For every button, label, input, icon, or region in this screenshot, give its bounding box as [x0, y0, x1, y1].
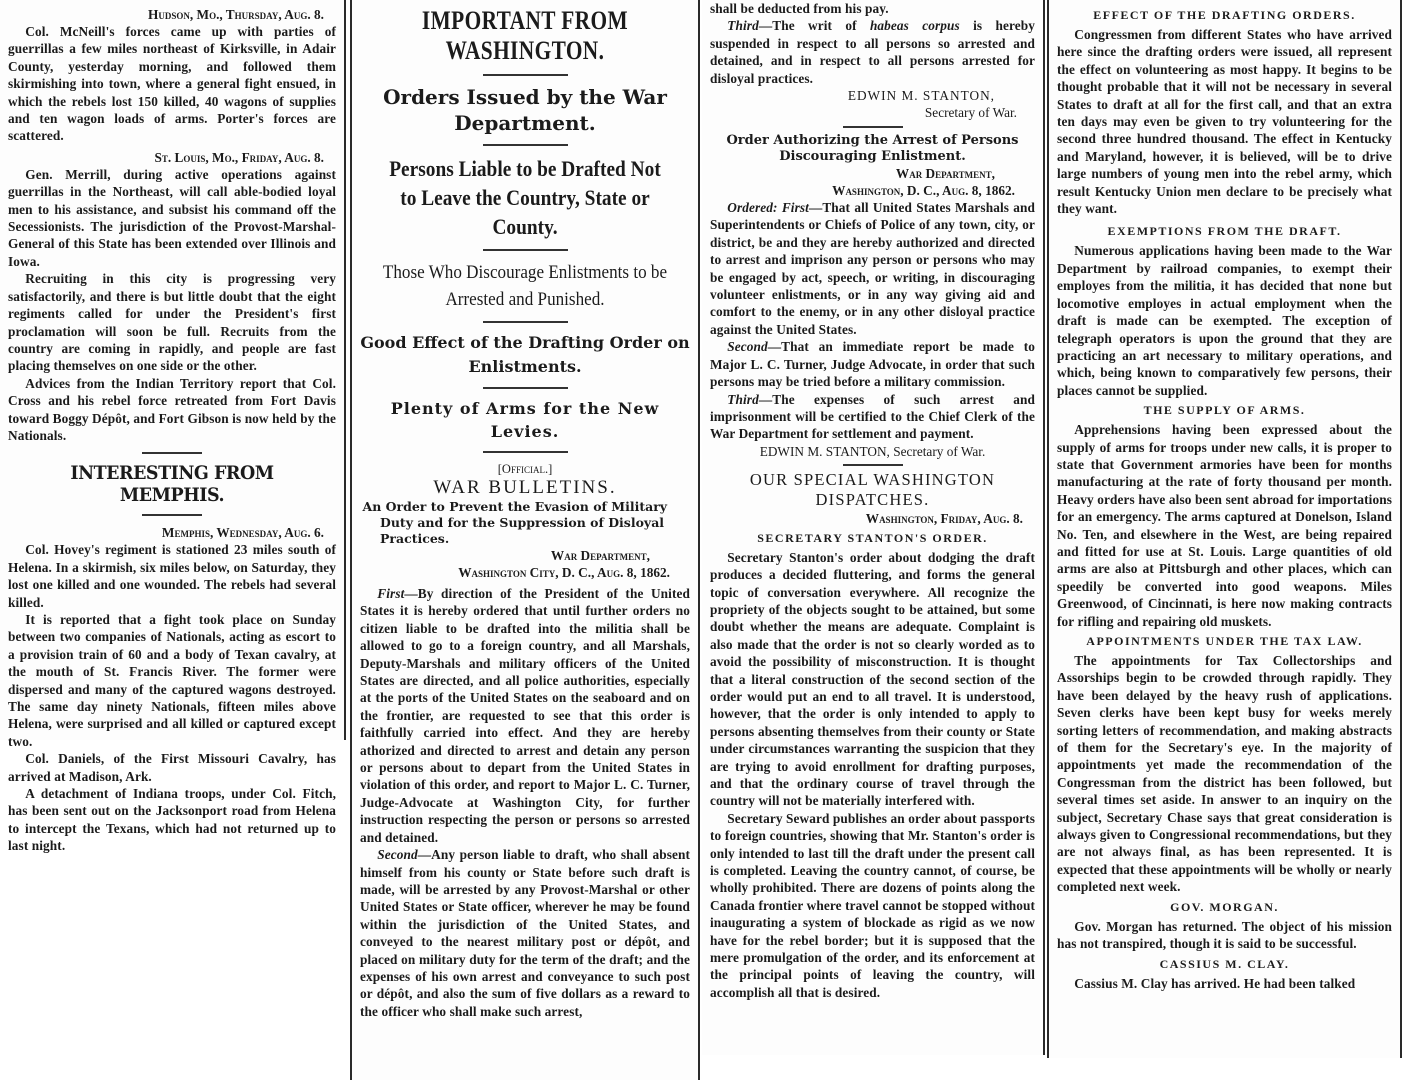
- second-label: Second: [727, 339, 768, 355]
- order2-third-body: —The expenses of such arrest and imprisonment will be certified to the Chief Clerk of the War Department for settlement and payment.: [710, 391, 1035, 442]
- signature-title: Secretary of War.: [924, 105, 1017, 121]
- third-label: Third: [727, 391, 759, 407]
- order-first-paragraph: [360, 585, 690, 846]
- subhead-exemptions: EXEMPTIONS FROM THE DRAFT.: [1107, 224, 1342, 239]
- third-body-pre: —The writ of: [758, 18, 870, 34]
- deck-discourage-enlistments: Those Who Discourage Enlistments to be Arrested and Punished.: [382, 262, 668, 310]
- habeas-corpus: habeas corpus: [869, 18, 960, 34]
- second-body: —Any person liable to draft, who shall absent himself from his county or State before such draft is made, will be arrested by any Provost-Marshal or other United States or State officer, wherever he may be found within the jurisdiction of the United States, and conveyed to the nearest military post or dépôt, and placed on military duty for the term of the draft; and the expenses of his own arrest and conveyance to such post or dépôt, and also the sum of five dollars as a reward to the officer who shall make such arrest,: [360, 847, 690, 1019]
- article-paragraph: Recruiting in this city is progressing very satisfactorily, and there is but little doubt that the eight regiments called for under the President's first proclamation will soon be full. Recruits from the country are coming in rapidly, and people are fast placing themselves on one side or the other.: [8, 271, 336, 374]
- article-paragraph: Col. Daniels, of the First Missouri Cavalry, has arrived at Madison, Ark.: [8, 751, 336, 784]
- article-paragraph: Gov. Morgan has returned. The object of his mission has not transpired, though it is said to be successful.: [1057, 918, 1392, 952]
- signature-name: EDWIN M. STANTON,: [847, 88, 995, 104]
- order2-title: Order Authorizing the Arrest of Persons Discouraging Enlistment.: [726, 133, 1019, 165]
- divider: [483, 387, 568, 389]
- article-paragraph: Apprehensions having been expressed about the supply of arms for troops under new calls, it is proper to state that Government armories have been for months manufacturing at the rate of forty thousand per month. Heavy orders have also been sent abroad for importations for an emergency. The arms captured at Donelson, Island No. Ten, and elsewhere in the West, are being repaired and fitted for use at St. Louis. Large quantities of old arms are also at Pittsburgh and other places, which can speedily be converted into good weapons. Miles Greenwood, of Cincinnati, is here now making contracts for rifling and repairing old muskets.: [1057, 422, 1392, 629]
- column-1: [0, 0, 346, 854]
- article-paragraph: Numerous applications having been made to the War Department by railroad companies, to exempt their employes from the militia, it has decided that none but locomotive employes in actual employment when the draft is made can be exempted. The exception of telegraph operators is upon the ground that they are practicing an art necessary to military operations, and which, being known to comparatively few persons, their places cannot be supplied.: [1057, 243, 1392, 398]
- article-paragraph: Secretary Seward publishes an order about passports to foreign countries, showing that Mr. Stanton's order is only intended to last till the draft under the present call is completed. Leaving the country cannot, of course, be wholly prohibited. There are dozens of points along the Canada frontier where travel cannot be stopped without inaugurating a system of blockade as rigid as we now have for the rebel border; but it is supposed that the mere promulgation of the order, and its enforcement at the principal points of leaving the country, will accomplish all that is desired.: [710, 810, 1035, 1000]
- order2-first-body: —That all United States Marshals and Superintendents or Chiefs of Police of any town, city, or district, be and they are hereby authorized and directed to arrest and imprison any person or persons who may be engaged by act, speech, or writing, in discouraging volunteer enlistments, or in any way giving aid and comfort to the enemy, or in any other disloyal practice against the United States.: [710, 200, 1036, 337]
- subhead-supply-of-arms: THE SUPPLY OF ARMS.: [1143, 403, 1306, 418]
- order2-dept-1: War Department,: [895, 166, 995, 182]
- stanton-order-subhead: SECRETARY STANTON'S ORDER.: [757, 530, 988, 545]
- subhead-tax-law: APPOINTMENTS UNDER THE TAX LAW.: [1086, 634, 1363, 648]
- order-title: An Order to Prevent the Evasion of Military Duty and for the Suppression of Disloyal Practices.: [362, 499, 668, 546]
- article-paragraph: It is reported that a fight took place on Sunday between two companies of Nationals, acting as escort to a provision train of 60 and a body of Texan cavalry, at the mouth of St. Francis River. The former were dispersed and many of the captured wagons destroyed. The same day ninety Nationals, fifteen miles above Helena, were surprised and all killed or captured except two.: [8, 611, 336, 749]
- article-paragraph: Col. Hovey's regiment is stationed 23 miles south of Helena. In a skirmish, six miles below, on Saturday, they lost one killed and one wounded. The rebels had several killed.: [8, 542, 336, 610]
- article-paragraph: Gen. Merrill, during active operations against guerrillas in the Northeast, will call able-bodied loyal men to his assistance, and subsist his command off the Secessionists. The jurisdiction of the Provost-Marshal-General of this State has been extended over Illinois and Iowa.: [8, 166, 336, 269]
- article-paragraph: Cassius M. Clay has arrived. He had been talked: [1074, 975, 1356, 991]
- main-headline: IMPORTANT FROM WASHINGTON.: [421, 6, 629, 65]
- article-paragraph: The appointments for Tax Collectorships and Assorships begin to be crowded through rapidly. They have been delayed by the heavy rush of applications. Seven clerks have been kept busy for weeks merely sorting letters of recommendation, and making abstracts of them for the Secretary's eye. In the majority of appointments yet made the recommendation of the Congressman from the district has been followed, but several times set aside. In answer to an inquiry on the subject, Secretary Chase says that great consideration is always given to Congressional recommendations, but they are not always final, as has been represented. It is expected that these appointments will be wholly or nearly completed next week.: [1057, 653, 1392, 895]
- war-bulletins-heading: WAR BULLETINS.: [433, 477, 617, 498]
- article-paragraph: A detachment of Indiana troops, under Col. Fitch, has been sent out on the Jacksonport road from Helena to intercept the Texans, which had not returned up to last night.: [8, 786, 336, 854]
- divider: [483, 74, 568, 76]
- dept-line-2: Washington City, D. C., Aug. 8, 1862.: [458, 565, 670, 580]
- order2-second-body: —That an immediate report be made to Major L. C. Turner, Judge Advocate, in order that such persons may be tried before a military commission.: [710, 339, 1035, 390]
- article-paragraph: Congressmen from different States who have arrived here since the drafting orders were issued, all represent the effect on volunteering as most happy. It begins to be thought probable that it will not be necessary in several States to draft at all for the first call, and that an extra ten days may even be given to try volunteering for the second three hundred thousand. The effect in Kentucky and Maryland, however, it is believed, will be to drive large numbers of young men into the rebel army, which result Kentucky Union men declare to be precisely what they want.: [1057, 27, 1392, 217]
- headline-memphis: INTERESTING FROM MEMPHIS.: [70, 462, 274, 507]
- article-paragraph: Col. McNeill's forces came up with parties of guerrillas a few miles northeast of Kirksville, in Adair County, yesterday morning, and followed them skirmishing into town, where a general fight ensued, in which the rebels lost 150 killed, 40 wagons of supplies and ten wagon loads of arms. Porter's forces are scattered.: [8, 24, 336, 144]
- dispatches-headline: OUR SPECIAL WASHINGTON DISPATCHES.: [749, 469, 996, 509]
- deck-plenty-of-arms: Plenty of Arms for the New Levies.: [390, 399, 660, 441]
- divider: [483, 321, 568, 323]
- deck-persons-liable: Persons Liable to be Drafted Not to Leave the Country, State or County.: [389, 156, 661, 239]
- divider: [483, 249, 568, 251]
- third-label: Third: [727, 18, 759, 34]
- third-body-post: is hereby suspended in respect to all persons so arrested and detained, and in respect to all persons arrested for disloyal practices.: [710, 18, 1036, 86]
- divider: [142, 452, 202, 454]
- dateline-st-louis: St. Louis, Mo., Friday, Aug. 8.: [154, 149, 324, 165]
- dept-line-1: War Department,: [550, 548, 650, 563]
- divider: [483, 144, 568, 146]
- column-4: [1047, 0, 1402, 1058]
- subhead-cassius-clay: CASSIUS M. CLAY.: [1159, 956, 1290, 971]
- order2-first-paragraph: [710, 199, 1035, 338]
- deck-orders-issued: Orders Issued by the War Department.: [383, 85, 667, 135]
- order2-dept-2: Washington, D. C., Aug. 8, 1862.: [832, 183, 1015, 199]
- column-3: [702, 0, 1045, 1055]
- column-2: [350, 0, 700, 1080]
- order2-third-paragraph: [710, 391, 1035, 443]
- dateline-hudson: Hudson, Mo., Thursday, Aug. 8.: [148, 7, 324, 22]
- divider: [142, 514, 202, 516]
- ordered-label: Ordered: First: [727, 200, 809, 216]
- signature-2: EDWIN M. STANTON, Secretary of War.: [759, 443, 986, 459]
- official-label: [Official.]: [497, 462, 553, 476]
- dateline-memphis: Memphis, Wednesday, Aug. 6.: [161, 525, 324, 541]
- continued-text: shall be deducted from his pay.: [710, 1, 889, 16]
- article-paragraph: Secretary Stanton's order about dodging the draft produces a decided fluttering, and forms the general topic of conversation everywhere. All recognize the propriety of the objects sought to be attained, but some doubt whether the means are adequate. Complaint is also made that the order is not so clearly worded as to avoid the possibility of misconstruction. It is thought that a literal construction of the second section of the order would put an end to all travel. It is understood, however, that the order is only intended to apply to persons absenting themselves from their county or State under circumstances warranting the suspicion that they are trying to avoid enrollment for drafting purposes, and that the ordinary course of travel through the country will not be materially interfered with.: [710, 549, 1035, 809]
- order2-second-paragraph: [710, 338, 1035, 390]
- divider: [843, 464, 903, 466]
- order-third-paragraph: [710, 17, 1035, 87]
- first-body: —By direction of the President of the United States it is hereby ordered that until further orders no citizen liable to be drafted into the militia shall be allowed to go to a foreign country, and all Marshals, Deputy-Marshals and military officers of the United States are directed, and all police authorities, especially at the ports of the United States on the seaboard and on the frontier, are requested to see that this order is faithfully carried into effect. And they are hereby athorized and directed to arrest and detain any person or persons about to depart from the United States in violation of this order, and report to Major L. C. Turner, Judge-Advocate at Washington City, for further instruction respecting the person or persons so arrested and detained.: [360, 586, 690, 845]
- second-label: Second: [377, 847, 418, 863]
- divider: [483, 451, 568, 453]
- first-label: First: [377, 586, 405, 601]
- dispatches-dateline: Washington, Friday, Aug. 8.: [865, 510, 1023, 526]
- article-paragraph: Advices from the Indian Territory report that Col. Cross and his rebel force retreated from Fort Davis toward Boggy Dépôt, and Fort Gibson is now held by the Nationals.: [8, 375, 336, 443]
- subhead-effect-drafting: EFFECT OF THE DRAFTING ORDERS.: [1093, 8, 1356, 22]
- deck-good-effect: Good Effect of the Drafting Order on Enlistments.: [360, 333, 690, 376]
- divider: [843, 126, 903, 128]
- subhead-gov-morgan: GOV. MORGAN.: [1170, 899, 1279, 914]
- order-second-paragraph: [360, 846, 690, 1020]
